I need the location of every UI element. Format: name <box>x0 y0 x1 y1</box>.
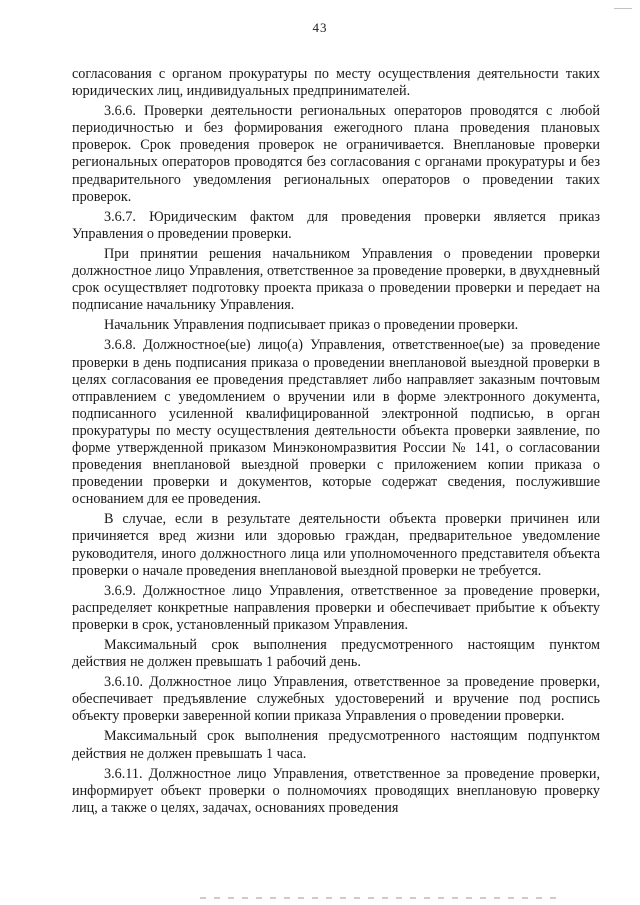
paragraph-max-term-2: Максимальный срок выполнения предусмотренного настоящим подпунктом действия не должен превышать 1 часа. <box>72 728 600 762</box>
paragraph-continuation: согласования с органом прокуратуры по месту осуществления деятельности таких юридических лиц, индивидуальных предпринимателей. <box>72 66 600 100</box>
paragraph-order-signing: Начальник Управления подписывает приказ о проведении проверки. <box>104 317 519 334</box>
paragraph-order-preparation: При принятии решения начальником Управления о проведении проверки должностное лицо Управления, ответственное за проведение проверки, в двухдневный срок осуществляет подготовку проекта приказа о проведении проверки и передает на подписание начальнику Управления. <box>72 245 600 314</box>
paragraph-3-6-8: 3.6.8. Должностное(ые) лицо(а) Управления, ответственное(ые) за проведение проверки в день подписания приказа о проведении внеплановой выездной проверки в целях согласования ее проведения представляет либо направляет заказным почтовым отправлением с уведомлением о вручении или в форме электронного документа, подписанного усиленной квалифицированной электронной подписью, в орган прокуратуры по месту осуществления деятельности объекта проверки заявление, по форме утвержденной приказом Минэкономразвития России № 141, о согласовании проведения внеплановой выездной проверки с приложением копии приказа о проведении проверки и документов, которые содержат сведения, послужившие основанием для ее проведения. <box>72 337 600 508</box>
paragraph-max-term-1: Максимальный срок выполнения предусмотренного настоящим пунктом действия не должен превышать 1 рабочий день. <box>72 637 600 671</box>
paragraph-3-6-7: 3.6.7. Юридическим фактом для проведения проверки является приказ Управления о проведении проверки. <box>72 208 600 242</box>
paragraph-3-6-9: 3.6.9. Должностное лицо Управления, ответственное за проведение проверки, распределяет конкретные направления проверки и обеспечивает прибытие к объекту проверки в срок, установленный приказом Управления. <box>72 582 600 633</box>
paragraph-harm-case: В случае, если в результате деятельности объекта проверки причинен или причиняется вред жизни или здоровью граждан, предварительное уведомление руководителя, иного должностного лица или уполномоченного представителя объекта проверки о начале проведения внеплановой выездной проверки не требуется. <box>72 511 600 579</box>
document-body <box>72 66 600 820</box>
paragraph-3-6-6: 3.6.6. Проверки деятельности региональных операторов проводятся с любой периодичностью и без формирования ежегодного плана проведения плановых проверок. Срок проведения проверок не ограничивается. Внеплановые проверки региональных операторов проводятся без согласования с органами прокуратуры и без предварительного уведомления региональных операторов о проведении таких проверок. <box>72 103 600 205</box>
page-number: 43 <box>312 20 328 35</box>
scan-artifact <box>200 897 560 899</box>
paragraph-3-6-11: 3.6.11. Должностное лицо Управления, ответственное за проведение проверки, информирует объект проверки о полномочиях проводящих внеплановую проверку лиц, а также о целях, задачах, основаниях проведения <box>72 765 600 816</box>
paragraph-3-6-10: 3.6.10. Должностное лицо Управления, ответственное за проведение проверки, обеспечивает предъявление служебных удостоверений и вручение под роспись объекту проверки заверенной копии приказа Управления о проведении проверки. <box>72 674 600 725</box>
scan-artifact <box>614 8 632 9</box>
